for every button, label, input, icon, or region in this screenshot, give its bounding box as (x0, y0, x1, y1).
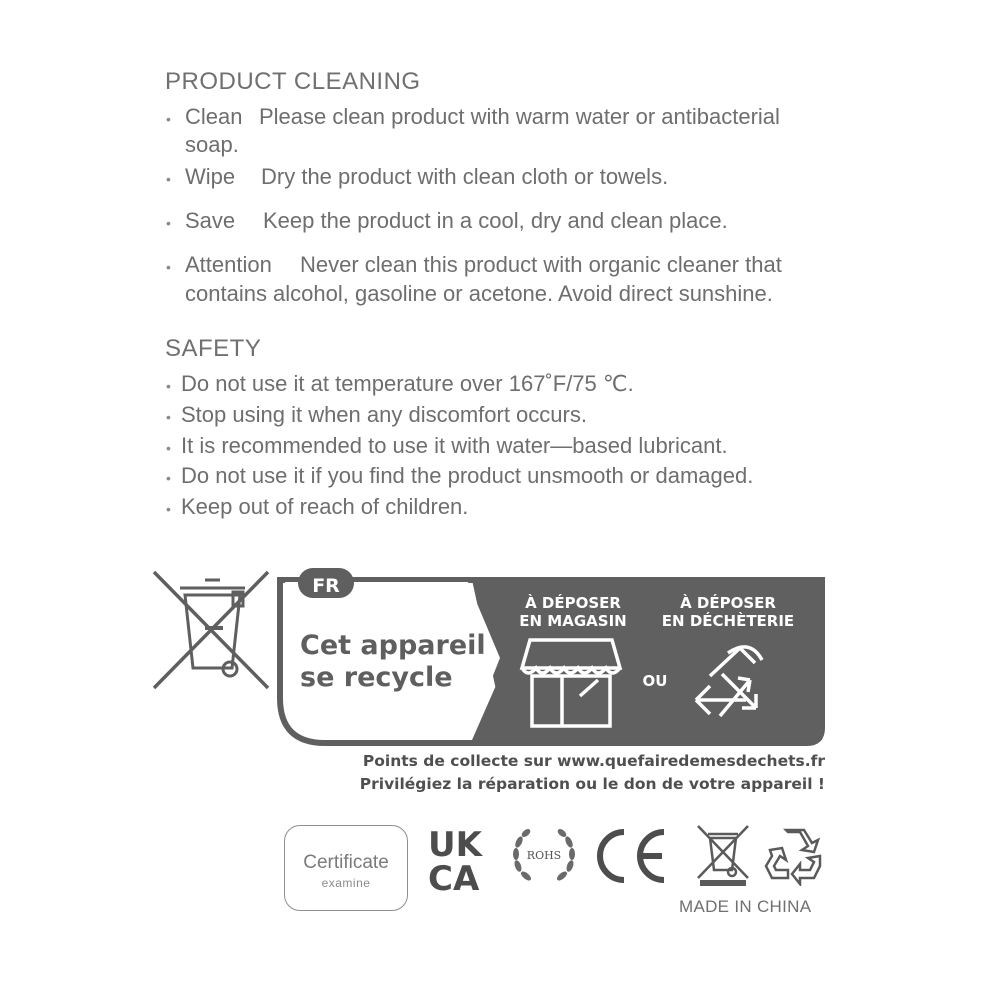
cleaning-text-wipe: Dry the product with clean cloth or towels. (261, 164, 669, 189)
safety-item: It is recommended to use it with water—based lubricant. (181, 433, 728, 458)
option-store-line-2: EN MAGASIN (519, 612, 627, 630)
cleaning-label-attention: Attention (185, 252, 272, 277)
rohs-laurel-icon (510, 826, 578, 886)
cleaning-text-attention: Never clean this product with organic cleaner that (300, 252, 782, 277)
option-dump-line-2: EN DÉCHÈTERIE (661, 612, 795, 630)
bullet-icon: • (166, 259, 171, 275)
bullet-icon: • (166, 111, 171, 127)
fr-badge-label: FR (312, 575, 340, 597)
bullet-icon: • (166, 440, 171, 456)
cleaning-text-clean: Please clean product with warm water or antibacterial (259, 104, 780, 129)
recycle-headline-2: se recycle (300, 662, 453, 693)
ce-mark-icon (592, 826, 670, 886)
safety-item: Do not use it if you find the product unsmooth or damaged. (181, 463, 754, 488)
crossed-bin-icon (154, 572, 268, 688)
cleaning-label-wipe: Wipe (185, 164, 236, 189)
bullet-icon: • (166, 171, 171, 187)
certificate-sublabel: examine (321, 876, 371, 890)
bullet-icon: • (166, 378, 171, 394)
ukca-mark-icon (428, 826, 496, 892)
certificate-badge (284, 825, 408, 911)
cleaning-label-clean: Clean (185, 104, 243, 129)
cleaning-label-save: Save (185, 208, 236, 233)
or-label: OU (642, 672, 668, 690)
ukca-line-2: CA (428, 859, 480, 892)
recycle-headline-1: Cet appareil (300, 630, 486, 661)
bullet-icon: • (166, 501, 171, 517)
cleaning-text-save: Keep the product in a cool, dry and clean place. (263, 208, 728, 233)
option-dump-line-1: À DÉPOSER (680, 594, 776, 612)
rohs-label: ROHS (526, 849, 562, 862)
bullet-icon: • (166, 470, 171, 486)
safety-item: Stop using it when any discomfort occurs. (181, 402, 587, 427)
recycling-panel (150, 568, 840, 808)
weee-bin-icon (694, 822, 752, 888)
safety-title: SAFETY (165, 335, 262, 362)
recycle-footer-1: Points de collecte sur www.quefairedemesdechets.fr (362, 752, 825, 770)
ukca-line-1: UK (428, 826, 482, 865)
recycle-footer-2: Privilégiez la réparation ou le don de votre appareil ! (359, 775, 825, 793)
made-in-label: MADE IN CHINA (679, 897, 812, 916)
certificate-label: Certificate (303, 852, 389, 873)
bullet-icon: • (166, 215, 171, 231)
option-store-line-1: À DÉPOSER (525, 594, 621, 612)
cleaning-title: PRODUCT CLEANING (165, 68, 421, 95)
ce-label: CE (592, 826, 594, 827)
cleaning-text-attention-cont: contains alcohol, gasoline or acetone. Avoid direct sunshine. (185, 281, 773, 306)
safety-item: Keep out of reach of children. (181, 494, 469, 519)
safety-item: Do not use it at temperature over 167˚F/75 ℃. (181, 371, 634, 396)
bullet-icon: • (166, 409, 171, 425)
cleaning-text-clean-cont: soap. (185, 132, 239, 157)
recycle-symbol-icon (762, 826, 826, 886)
